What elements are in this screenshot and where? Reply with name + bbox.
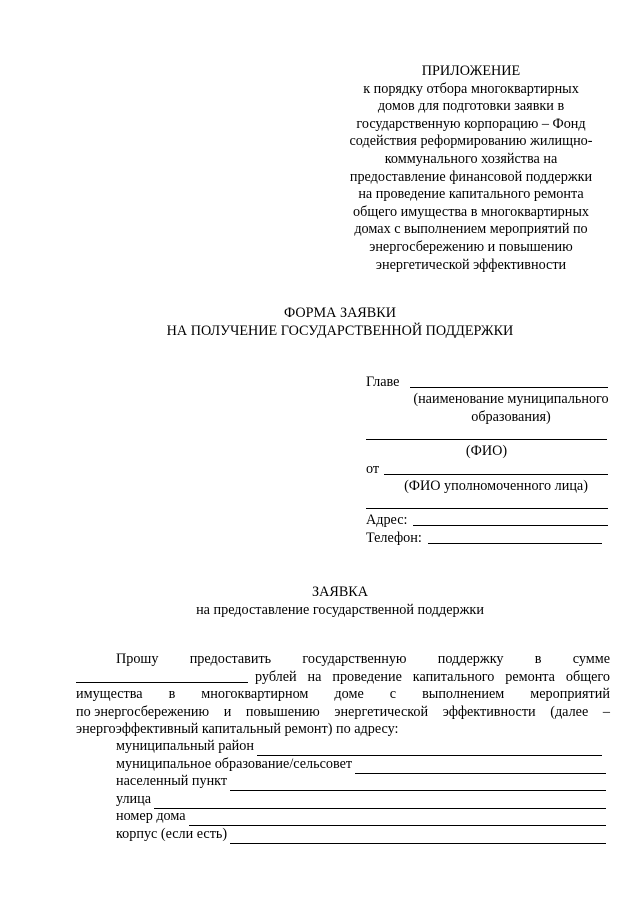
- amount-line[interactable]: [76, 682, 248, 683]
- field-line[interactable]: [230, 830, 606, 844]
- appendix-title: ПРИЛОЖЕНИЕ: [421, 63, 521, 79]
- request-title-block: [0, 584, 640, 619]
- municipality-head-line[interactable]: [410, 387, 608, 388]
- body-word: государственную: [302, 651, 407, 667]
- body-word: –: [602, 704, 610, 720]
- body-word: многоквартирном: [201, 686, 309, 702]
- appendix-line: коммунального хозяйства на: [384, 150, 558, 167]
- field-label: номер дома: [116, 808, 186, 824]
- appendix-block: [330, 63, 612, 274]
- body-word: выполнением: [422, 686, 505, 702]
- field-line[interactable]: [154, 795, 606, 809]
- appendix-line: общего имущества в многоквартирных: [353, 203, 589, 220]
- field-locality[interactable]: [116, 773, 610, 791]
- body-word: мероприятий: [530, 686, 610, 702]
- appendix-line: содействия реформированию жилищно-: [349, 133, 593, 150]
- body-word: в: [534, 651, 542, 667]
- body-word: поддержку: [437, 651, 504, 667]
- form-title: [0, 305, 640, 340]
- body-line-5: энергоэффективный капитальный ремонт) по адресу:: [76, 721, 399, 737]
- body-word: в: [168, 686, 176, 702]
- request-subtitle: на предоставление государственной поддержки: [196, 601, 484, 618]
- field-label: улица: [116, 791, 152, 807]
- appendix-line: энергосбережению и повышению: [369, 238, 573, 255]
- appendix-line: домов для подготовки заявки в: [377, 98, 565, 115]
- phone-label: Телефон:: [366, 530, 422, 546]
- authorized-person-hint: (ФИО уполномоченного лица): [404, 478, 588, 494]
- field-line[interactable]: [257, 742, 602, 756]
- address-line[interactable]: [413, 525, 608, 526]
- appendix-line: энергетической эффективности: [375, 256, 567, 273]
- field-house-number[interactable]: [116, 808, 610, 826]
- appendix-line: к порядку отбора многоквартирных: [363, 80, 579, 97]
- field-label: корпус (если есть): [116, 826, 228, 842]
- body-word: с: [389, 686, 397, 702]
- authorized-person-line[interactable]: [366, 508, 608, 509]
- body-word: энергетической: [334, 704, 429, 720]
- body-word: имущества: [76, 686, 143, 702]
- body-word: эффективности: [442, 704, 536, 720]
- body-word: повышению: [245, 704, 320, 720]
- body-line-1: [116, 651, 610, 669]
- municipality-hint-2: образования): [471, 409, 551, 425]
- appendix-line: предоставление финансовой поддержки: [349, 168, 593, 185]
- field-label: муниципальное образование/сельсовет: [116, 756, 353, 772]
- body-word: предоставить: [189, 651, 272, 667]
- field-line[interactable]: [189, 812, 606, 826]
- field-label: муниципальный район: [116, 738, 254, 754]
- from-label: от: [366, 461, 380, 477]
- head-fio-line[interactable]: [366, 439, 607, 440]
- form-title-line-1: ФОРМА ЗАЯВКИ: [284, 305, 396, 321]
- body-line-3: [76, 686, 610, 704]
- municipality-hint-1: (наименование муниципального: [413, 391, 609, 407]
- form-title-line-2: НА ПОЛУЧЕНИЕ ГОСУДАРСТВЕННОЙ ПОДДЕРЖКИ: [166, 322, 514, 339]
- request-title: ЗАЯВКА: [312, 584, 368, 600]
- field-line[interactable]: [230, 777, 606, 791]
- head-label: Главе: [366, 374, 400, 390]
- field-municipal-formation[interactable]: [116, 756, 610, 774]
- fio-hint: (ФИО): [465, 443, 508, 459]
- field-label: населенный пункт: [116, 773, 228, 789]
- address-label: Адрес:: [366, 512, 408, 528]
- appendix-line: государственную корпорацию – Фонд: [356, 115, 586, 132]
- field-street[interactable]: [116, 791, 610, 809]
- from-fio-line[interactable]: [384, 474, 608, 475]
- body-word: сумме: [572, 651, 610, 667]
- body-line-2: рублей на проведение капитального ремонта общего: [255, 669, 610, 685]
- field-building[interactable]: [116, 826, 610, 844]
- body-word: (далее: [550, 704, 589, 720]
- field-line[interactable]: [355, 760, 606, 774]
- body-word: доме: [334, 686, 364, 702]
- body-line-4: [76, 704, 610, 722]
- field-municipal-district[interactable]: [116, 738, 610, 756]
- phone-line[interactable]: [428, 543, 602, 544]
- body-word: Прошу: [116, 651, 159, 667]
- body-word: и: [223, 704, 232, 720]
- appendix-line: домах с выполнением мероприятий по: [354, 221, 588, 238]
- body-word: по энергосбережению: [76, 704, 210, 720]
- appendix-line: на проведение капитального ремонта: [358, 186, 584, 203]
